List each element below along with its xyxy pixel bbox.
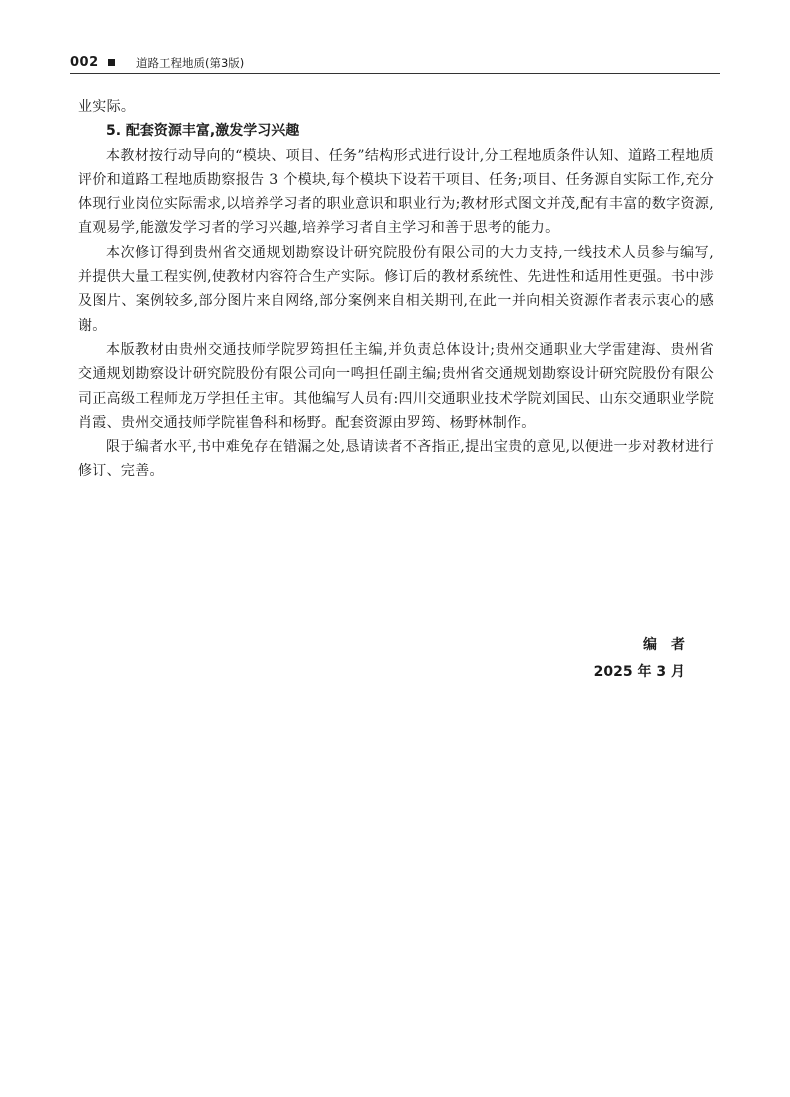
- signature-date: 2025 年 3 月: [593, 664, 685, 680]
- paragraph-revision: 本次修订得到贵州省交通规划勘察设计研究院股份有限公司的大力支持,一线技术人员参与编写,并提供大量工程实例,使教材内容符合生产实际。修订后的教材系统性、先进性和适用性更强。书中涉及图片、案例较多,部分图片来自网络,部分案例来自相关期刊,在此一并向相关资源作者表示衷心的感谢。: [78, 244, 714, 334]
- book-title: 道路工程地质(第3版): [136, 56, 245, 70]
- section-heading: 5. 配套资源丰富,激发学习兴趣: [106, 123, 300, 140]
- paragraph-authors: 本版教材由贵州交通技师学院罗筠担任主编,并负责总体设计;贵州交通职业大学雷建海、贵州省交通规划勘察设计研究院股份有限公司向一鸣担任副主编;贵州省交通规划勘察设计研究院股份有限公司正高级工程师龙万学担任主审。其他编写人员有:四川交通职业技术学院刘国民、山东交通职业学院肖霞、贵州交通技师学院崔鲁科和杨野。配套资源由罗筠、杨野林制作。: [78, 341, 714, 431]
- header-square-icon: [108, 59, 115, 66]
- signature-name: 编者: [643, 637, 699, 653]
- header-divider: [70, 73, 720, 74]
- running-header: [70, 55, 720, 75]
- paragraph-closing: 限于编者水平,书中难免存在错漏之处,恳请读者不吝指正,提出宝贵的意见,以便进一步对教材进行修订、完善。: [78, 439, 714, 480]
- continuation-text: 业实际。: [78, 99, 136, 115]
- main-content: [78, 95, 714, 484]
- signature-block: [593, 633, 699, 684]
- page-number: 002: [70, 55, 99, 70]
- paragraph-structure: 本教材按行动导向的“模块、项目、任务”结构形式进行设计,分工程地质条件认知、道路工程地质评价和道路工程地质勘察报告 3 个模块,每个模块下设若干项目、任务;项目、任务源自实际工作,充分体现行业岗位实际需求,以培养学习者的职业意识和职业行为;教材形式图文并茂,配有丰富的数字资源,直观易学,能激发学习者的学习兴趣,培养学习者自主学习和善于思考的能力。: [78, 147, 714, 237]
